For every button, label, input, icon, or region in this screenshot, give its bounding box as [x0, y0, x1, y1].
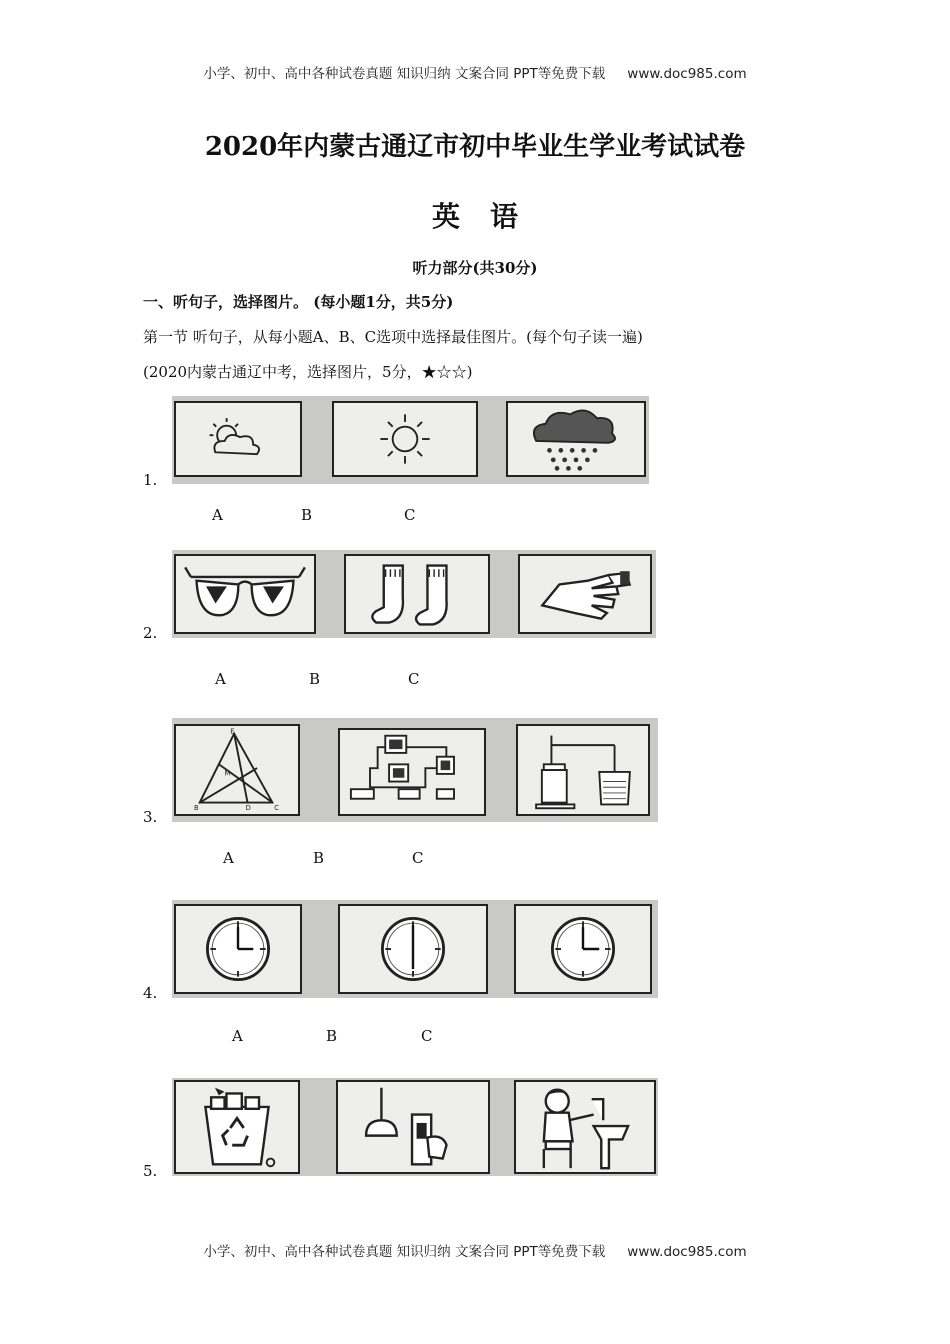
clock-picture[interactable]: [338, 904, 488, 994]
option-b-label: B: [313, 849, 325, 867]
option-c-label: C: [412, 849, 424, 867]
svg-text:C: C: [274, 804, 279, 813]
clock-picture[interactable]: [514, 904, 652, 994]
lamp-switch-picture[interactable]: [336, 1080, 490, 1174]
option-a-label: A: [215, 670, 226, 688]
picture-strip: [172, 718, 658, 822]
svg-text:D: D: [245, 804, 251, 813]
sunglasses-picture[interactable]: [174, 554, 316, 634]
option-c-label: C: [421, 1027, 433, 1045]
sunny-picture[interactable]: [332, 401, 478, 477]
question-number: 2.: [143, 624, 158, 642]
option-b-label: B: [309, 670, 321, 688]
picture-strip: [172, 1078, 658, 1176]
question-number: 1.: [143, 471, 158, 489]
recycling-bin-picture[interactable]: [174, 1080, 300, 1174]
question-number: 3.: [143, 808, 158, 826]
gloves-picture[interactable]: [518, 554, 652, 634]
footer-text: 小学、初中、高中各种试卷真题 知识归纳 文案合同 PPT等免费下载: [203, 1244, 606, 1260]
header-site[interactable]: www.doc985.com: [627, 66, 747, 82]
geometry-triangle-picture[interactable]: [174, 724, 300, 816]
section-heading: 一、听句子，选择图片。 (每小题1分，共5分): [143, 293, 454, 311]
question-number: 4.: [143, 984, 158, 1002]
chemistry-apparatus-picture[interactable]: [516, 724, 650, 816]
part-heading: 听力部分(共30分): [412, 259, 538, 277]
option-a-label: A: [223, 849, 234, 867]
picture-strip: [172, 550, 656, 638]
clock-picture[interactable]: [174, 904, 302, 994]
svg-text:M: M: [224, 769, 231, 778]
subject-title: 英语: [431, 200, 548, 233]
picture-strip: [172, 900, 658, 998]
socks-picture[interactable]: [344, 554, 490, 634]
source-note: (2020内蒙古通辽中考，选择图片，5分，★☆☆): [143, 363, 473, 381]
option-c-label: C: [404, 506, 416, 524]
option-c-label: C: [408, 670, 420, 688]
electric-circuit-picture[interactable]: [338, 728, 486, 816]
option-a-label: A: [232, 1027, 243, 1045]
question-number: 5.: [143, 1162, 158, 1180]
picture-strip: [172, 396, 649, 484]
option-a-label: A: [212, 506, 223, 524]
rain-picture[interactable]: [506, 401, 646, 477]
option-b-label: B: [301, 506, 313, 524]
page-header: [0, 62, 950, 82]
footer-site[interactable]: www.doc985.com: [627, 1244, 747, 1260]
option-b-label: B: [326, 1027, 338, 1045]
exam-title: 2020年内蒙古通辽市初中毕业生学业考试试卷: [204, 132, 746, 162]
svg-text:E: E: [230, 727, 235, 736]
header-text: 小学、初中、高中各种试卷真题 知识归纳 文案合同 PPT等免费下载: [203, 66, 606, 82]
svg-text:B: B: [193, 804, 199, 813]
partly-cloudy-picture[interactable]: [174, 401, 302, 477]
instruction-text: 第一节 听句子，从每小题A、B、C选项中选择最佳图片。(每个句子读一遍): [143, 328, 643, 346]
boy-washing-hands-picture[interactable]: [514, 1080, 656, 1174]
page-footer: [0, 1240, 950, 1260]
